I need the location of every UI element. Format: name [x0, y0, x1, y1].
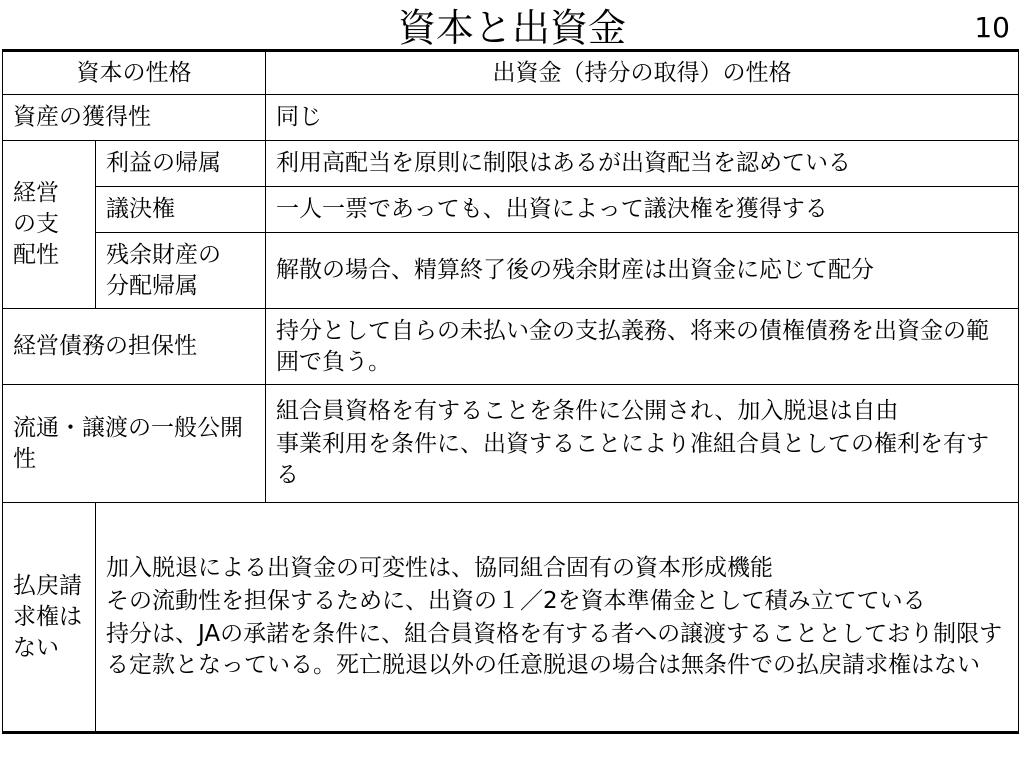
voting-rights-label: 議決権 — [96, 187, 266, 233]
residual-assets-label-line: 残余財産の — [106, 241, 221, 268]
profit-row — [3, 141, 1019, 187]
voting-rights-value: 一人一票であっても、出資によって議決権を獲得する — [266, 187, 1019, 233]
profit-attribution-label: 利益の帰属 — [96, 141, 266, 187]
refund-line: 持分は、JAの承諾を条件に、組合員資格を有する者への譲渡することとしており制限する定款となっている。死亡脱退以外の任意脱退の場合は無条件での払戻請求権はない — [106, 621, 1003, 678]
header-investment-nature: 出資金（持分の取得）の性格 — [266, 51, 1019, 95]
debt-security-row — [3, 309, 1019, 385]
debt-security-label: 経営債務の担保性 — [3, 309, 266, 385]
debt-security-value: 持分として自らの未払い金の支払義務、将来の債権債務を出資金の範囲で負う。 — [266, 309, 1019, 385]
residual-row — [3, 233, 1019, 309]
residual-assets-label — [96, 233, 266, 309]
refund-row — [3, 503, 1019, 733]
slide-title: 資本と出資金 — [397, 6, 626, 50]
refund-value — [96, 503, 1019, 733]
management-control-label-line: 経営 — [13, 180, 59, 206]
management-control-label — [3, 141, 96, 309]
refund-label — [3, 503, 96, 733]
openness-row — [3, 385, 1019, 503]
management-control-label-line: の支 — [13, 211, 59, 237]
openness-value — [266, 385, 1019, 503]
refund-line: その流動性を担保するために、出資の１／2を資本準備金として積み立てている — [106, 588, 926, 614]
refund-line: 加入脱退による出資金の可変性は、協同組合固有の資本形成機能 — [106, 555, 773, 581]
openness-label: 流通・譲渡の一般公開性 — [3, 385, 266, 503]
refund-label-line: 求権は — [13, 603, 82, 630]
openness-line: 組合員資格を有することを条件に公開され、加入脱退は自由 — [276, 398, 899, 424]
acquisition-label: 資産の獲得性 — [3, 95, 266, 141]
refund-label-line: ない — [13, 634, 59, 661]
residual-assets-label-line: 分配帰属 — [106, 272, 198, 299]
header-capital-nature: 資本の性格 — [3, 51, 266, 95]
page-number: 10 — [974, 11, 1010, 44]
acquisition-row — [3, 95, 1019, 141]
profit-attribution-value: 利用高配当を原則に制限はあるが出資配当を認めている — [266, 141, 1019, 187]
header-row — [3, 51, 1019, 95]
acquisition-value: 同じ — [266, 95, 1019, 141]
refund-label-line: 払戻請 — [13, 572, 82, 599]
capital-comparison-table — [2, 49, 1019, 734]
management-control-label-line: 配性 — [13, 242, 59, 268]
openness-line: 事業利用を条件に、出資することにより准組合員としての権利を有する — [276, 431, 990, 488]
voting-row — [3, 187, 1019, 233]
residual-assets-value: 解散の場合、精算終了後の残余財産は出資金に応じて配分 — [266, 233, 1019, 309]
